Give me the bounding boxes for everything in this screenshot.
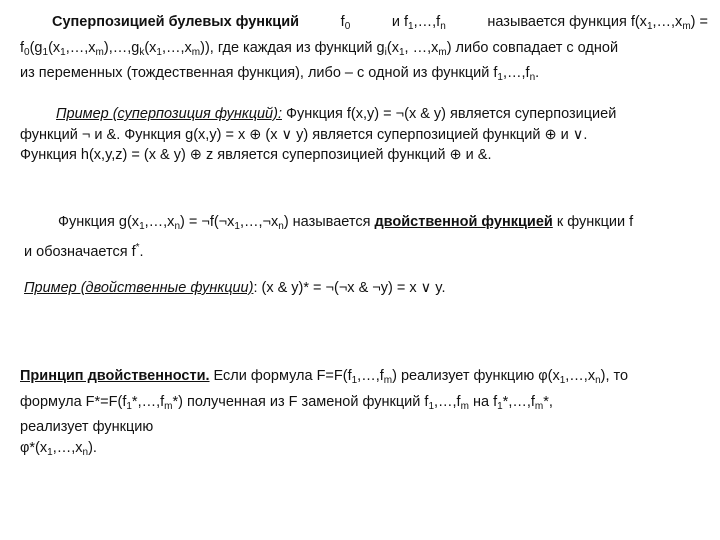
principle-line-3: реализует функцию [20,419,154,435]
superposition-example [20,104,708,166]
dual-line-2: и обозначается f*. [24,241,144,260]
dual-function-definition [20,212,708,262]
dual-example-heading: Пример (двойственные функции) [24,280,254,296]
dual-line-1: Функция $g(x_1,\dots,x_n)$ = $\neg f(\neg x_1,\dots,\neg x_n)$ называется двойственной функцией к функции f [58,214,634,232]
definition-line-2: $f_0(g_1(x_1,\dots,x_m),\dots,g_k(x_1,\dots,x_m))$, где каждая из функций $g_i(x_1$, $\dots,x_m$) либо совпадает с одной [20,39,619,58]
term-dual-function: двойственной функцией [374,214,553,230]
principle-line-2: формула $F*=F(f_1*,\dots,f_m*)$ полученная из F заменой функций $f_1,\dots,f_m$ на $f_1*,\dots,f_m*$, [20,393,553,412]
term-superposition: Суперпозицией булевых функций [52,14,300,30]
example-line-1: Пример (суперпозиция функций): Функция f(x,y) = ¬(x & y) является суперпозицией [56,106,617,122]
definition-line-3: из переменных (тождественная функция), либо – с одной из функций $f_1,\dots,f_n$. [20,65,540,83]
term-duality-principle: Принцип двойственности. [20,368,210,384]
dual-example [20,278,708,299]
definition-line-1: Суперпозицией булевых функций $f_0$ и $f_1,\dots,f_n$ называется функция $f(x_1,\dots,x_m)$ = [52,14,708,32]
example-line-2: функций ¬ и &. Функция g(x,y) = x ⊕ (x ∨ y) является суперпозицией функций ⊕ и ∨. [20,126,588,143]
principle-line-4: $\varphi*(x_1,\dots,x_n)$. [20,439,97,458]
example-heading: Пример (суперпозиция функций): [56,106,282,122]
dual-example-line: Пример (двойственные функции): (x & y)* = ¬(¬x & ¬y) = x ∨ y. [24,280,446,296]
principle-line-1: Принцип двойственности. Если формула $F=F(f_1,\dots,f_m)$ реализует функцию $\varphi(x_1,\dots,x_n)$, то [20,368,629,386]
superposition-definition [20,12,708,89]
duality-principle [20,366,708,463]
example-line-3: Функция h(x,y,z) = (x & y) ⊕ z является суперпозицией функций ⊕ и &. [20,147,492,163]
